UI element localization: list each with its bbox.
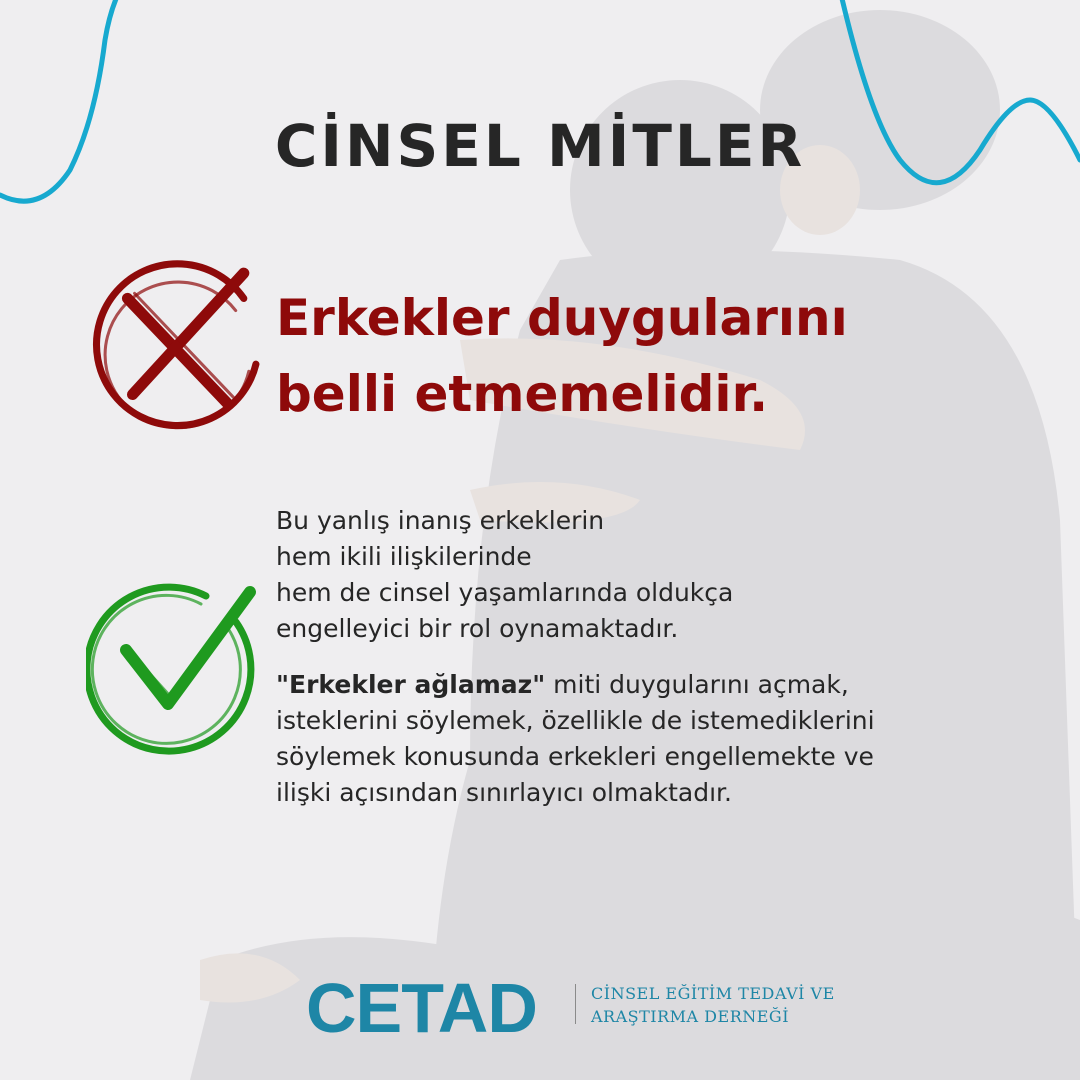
truth-p1-line-3: hem de cinsel yaşamlarında oldukça — [276, 578, 734, 607]
org-name-line-2: ARAŞTIRMA DERNEĞİ — [591, 1007, 790, 1026]
truth-explanation — [276, 503, 1036, 811]
footer-branding — [306, 968, 835, 1048]
truth-paragraph-1 — [276, 503, 1036, 647]
truth-p2-line-1-rest: miti duygularını açmak, — [545, 670, 849, 699]
truth-p1-line-2: hem ikili ilişkilerinde — [276, 542, 532, 571]
x-mark-icon — [82, 258, 264, 440]
truth-p2-line-4: ilişki açısından sınırlayıcı olmaktadır. — [276, 778, 732, 807]
truth-paragraph-2 — [276, 667, 1036, 811]
org-name-line-1: CİNSEL EĞİTİM TEDAVİ VE — [591, 984, 835, 1003]
myth-line-2: belli etmemelidir. — [276, 365, 769, 423]
cetad-logo: CETAD — [306, 969, 537, 1047]
truth-p2-line-2: isteklerini söylemek, özellikle de istemediklerini — [276, 706, 875, 735]
check-mark-icon — [86, 582, 262, 758]
truth-p2-line-3: söylemek konusunda erkekleri engellemekte ve — [276, 742, 874, 771]
page-title: CİNSEL MİTLER — [274, 112, 806, 180]
myth-statement — [276, 280, 1016, 432]
truth-p1-line-1: Bu yanlış inanış erkeklerin — [276, 506, 605, 535]
myth-quote-bold: "Erkekler ağlamaz" — [276, 670, 546, 699]
truth-p1-line-4: engelleyici bir rol oynamaktadır. — [276, 614, 679, 643]
myth-line-1: Erkekler duygularını — [276, 289, 848, 347]
truth-p2-line-1 — [276, 667, 1036, 703]
logo-divider — [575, 984, 576, 1024]
organization-name — [591, 982, 835, 1028]
